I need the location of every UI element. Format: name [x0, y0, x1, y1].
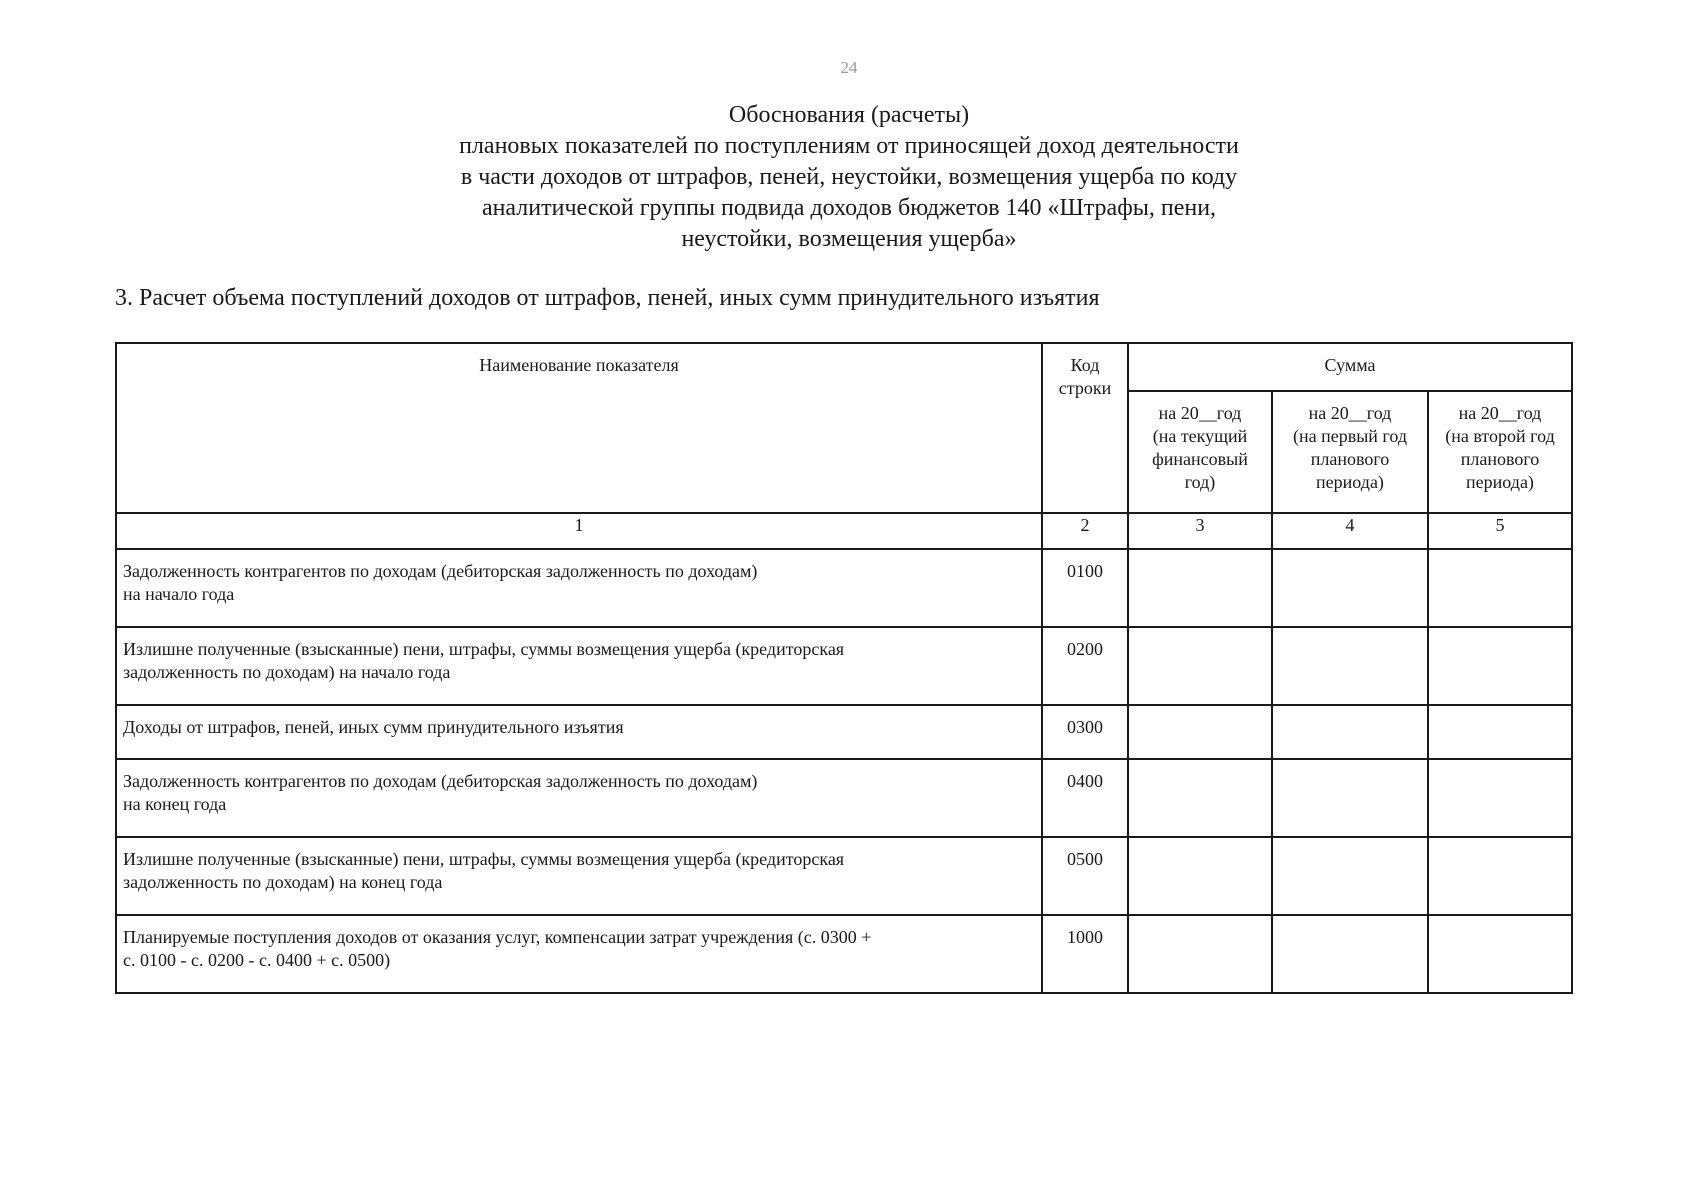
- header-sub-line: периода): [1316, 471, 1384, 492]
- amount-cell-current-year[interactable]: [1128, 549, 1272, 627]
- amount-cell-first-plan-year[interactable]: [1272, 549, 1428, 627]
- header-sub-line: на 20__год: [1158, 402, 1242, 423]
- table-row: [116, 705, 1572, 759]
- amount-cell-second-plan-year[interactable]: [1428, 549, 1572, 627]
- header-sub-line: планового: [1310, 448, 1390, 469]
- indicator-name-line: Задолженность контрагентов по доходам (дебиторская задолженность по доходам): [123, 771, 758, 791]
- table-row: [116, 627, 1572, 705]
- table-row: [116, 549, 1572, 627]
- amount-cell-current-year[interactable]: [1128, 837, 1272, 915]
- amount-cell-current-year[interactable]: [1128, 759, 1272, 837]
- header-sub-line: на 20__год: [1458, 402, 1542, 423]
- title-line: неустойки, возмещения ущерба»: [681, 226, 1017, 252]
- document-title: [0, 100, 1698, 255]
- amount-cell-first-plan-year[interactable]: [1272, 915, 1428, 993]
- calculation-table: [115, 342, 1573, 994]
- header-sub-line: на 20__год: [1308, 402, 1392, 423]
- column-number: 5: [1428, 513, 1572, 549]
- header-indicator-name: Наименование показателя: [116, 343, 1042, 513]
- section-heading: 3. Расчет объема поступлений доходов от штрафов, пеней, иных сумм принудительного изъятия: [115, 285, 1100, 311]
- table-row: [116, 837, 1572, 915]
- header-line-code: [1042, 343, 1128, 513]
- indicator-name-line: задолженность по доходам) на начало года: [123, 662, 451, 682]
- indicator-name-cell: [116, 705, 1042, 759]
- line-code-cell: 0400: [1042, 759, 1128, 837]
- amount-cell-current-year[interactable]: [1128, 627, 1272, 705]
- indicator-name-line: Излишне полученные (взысканные) пени, штрафы, суммы возмещения ущерба (кредиторская: [123, 849, 845, 869]
- column-number: 4: [1272, 513, 1428, 549]
- column-numbers-row: [116, 513, 1572, 549]
- amount-cell-first-plan-year[interactable]: [1272, 705, 1428, 759]
- indicator-name-cell: [116, 627, 1042, 705]
- header-sub-line: планового: [1460, 448, 1540, 469]
- indicator-name-cell: [116, 837, 1042, 915]
- indicator-name-line: задолженность по доходам) на конец года: [123, 872, 443, 892]
- indicator-name-line: с. 0100 - с. 0200 - с. 0400 + с. 0500): [123, 950, 391, 970]
- amount-cell-second-plan-year[interactable]: [1428, 759, 1572, 837]
- title-line: Обоснования (расчеты): [728, 102, 970, 128]
- table-row: [116, 915, 1572, 993]
- title-line: плановых показателей по поступлениям от приносящей доход деятельности: [459, 133, 1239, 159]
- indicator-name-cell: [116, 915, 1042, 993]
- amount-cell-second-plan-year[interactable]: [1428, 705, 1572, 759]
- line-code-cell: 0100: [1042, 549, 1128, 627]
- header-sub-line: периода): [1466, 471, 1534, 492]
- title-line: аналитической группы подвида доходов бюджетов 140 «Штрафы, пени,: [481, 195, 1217, 221]
- header-code-line: строки: [1058, 378, 1112, 398]
- header-sub-line: (на текущий: [1152, 425, 1248, 446]
- table-header-row: [116, 343, 1572, 391]
- header-first-plan-year: [1272, 391, 1428, 513]
- indicator-name-cell: [116, 549, 1042, 627]
- amount-cell-second-plan-year[interactable]: [1428, 837, 1572, 915]
- header-current-year: [1128, 391, 1272, 513]
- header-sub-line: финансовый: [1152, 448, 1248, 469]
- indicator-name-line: Излишне полученные (взысканные) пени, штрафы, суммы возмещения ущерба (кредиторская: [123, 639, 845, 659]
- header-sum: Сумма: [1128, 343, 1572, 391]
- table-row: [116, 759, 1572, 837]
- amount-cell-current-year[interactable]: [1128, 705, 1272, 759]
- header-second-plan-year: [1428, 391, 1572, 513]
- amount-cell-second-plan-year[interactable]: [1428, 915, 1572, 993]
- header-sub-line: (на второй год: [1445, 425, 1555, 446]
- line-code-cell: 0200: [1042, 627, 1128, 705]
- page-number: 24: [840, 58, 858, 77]
- amount-cell-second-plan-year[interactable]: [1428, 627, 1572, 705]
- column-number: 2: [1042, 513, 1128, 549]
- indicator-name-line: Планируемые поступления доходов от оказания услуг, компенсации затрат учреждения (с. 0300 +: [123, 927, 872, 947]
- amount-cell-current-year[interactable]: [1128, 915, 1272, 993]
- indicator-name-line: Задолженность контрагентов по доходам (дебиторская задолженность по доходам): [123, 561, 758, 581]
- line-code-cell: 1000: [1042, 915, 1128, 993]
- title-line: в части доходов от штрафов, пеней, неустойки, возмещения ущерба по коду: [460, 164, 1238, 190]
- indicator-name-line: на начало года: [123, 584, 235, 604]
- amount-cell-first-plan-year[interactable]: [1272, 627, 1428, 705]
- header-code-line: Код: [1070, 355, 1100, 375]
- line-code-cell: 0500: [1042, 837, 1128, 915]
- amount-cell-first-plan-year[interactable]: [1272, 837, 1428, 915]
- line-code-cell: 0300: [1042, 705, 1128, 759]
- indicator-name-line: Доходы от штрафов, пеней, иных сумм принудительного изъятия: [123, 717, 624, 737]
- indicator-name-line: на конец года: [123, 794, 227, 814]
- header-sub-line: (на первый год: [1292, 425, 1408, 446]
- indicator-name-cell: [116, 759, 1042, 837]
- amount-cell-first-plan-year[interactable]: [1272, 759, 1428, 837]
- header-sub-line: год): [1184, 471, 1216, 492]
- column-number: 3: [1128, 513, 1272, 549]
- column-number: 1: [116, 513, 1042, 549]
